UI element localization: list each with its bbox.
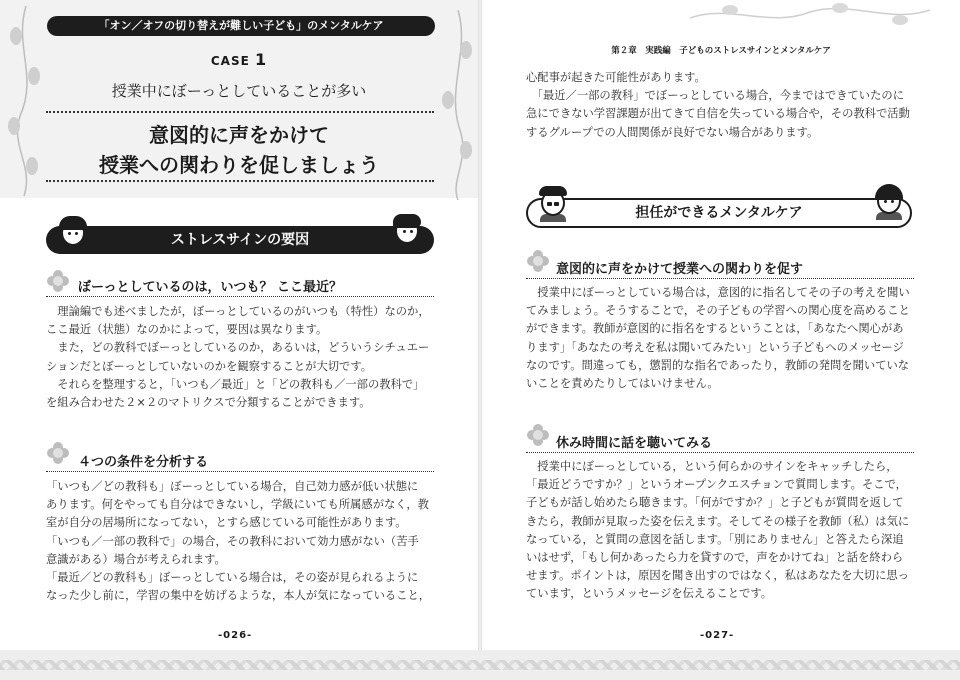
section1-body — [46, 303, 442, 412]
flower-icon — [47, 270, 69, 292]
divider-bottom — [46, 180, 434, 182]
intro-line: 「最近／一部の教科」でぼーっとしている場合，今まではできていたのに — [526, 89, 904, 103]
section2-line: 室が自分の居場所になってない，とすら感じている可能性があります。 — [46, 516, 407, 530]
flower-icon — [47, 442, 69, 464]
section2-underline — [46, 471, 434, 472]
page-number-right: -027- — [700, 630, 735, 641]
right-section1-line: ります」「あなたの考えを私は聞いてみたい」という子どもへのメッセージ — [526, 340, 904, 354]
right-section1-heading: 意図的に声をかけて授業への関わりを促す — [556, 262, 804, 277]
section2-line: あります。何をやっても自分はできないし，学級にいても所属感がなく，教 — [46, 498, 429, 512]
section1-underline — [46, 296, 434, 297]
right-section1-line: ができます。教師が意図的に指名をするということは，「あなたへ関心があ — [526, 322, 904, 336]
divider-top — [46, 111, 434, 113]
footer-pattern — [0, 660, 960, 670]
page-number-left: -026- — [218, 630, 253, 641]
teacher-woman-icon — [874, 184, 904, 218]
right-section1-line: 授業中にぼーっとしている場合は，意図的に指名してその子の考えを聞い — [526, 286, 910, 299]
stress-sign-pill: ストレスサインの要因 — [46, 226, 434, 254]
teacher-man-icon — [538, 186, 568, 220]
right-section2-underline — [526, 452, 914, 453]
section1-line: 理論編でも述べましたが，ぼーっとしているのがいつも（特性）なのか， — [46, 305, 430, 318]
section2-line: 意識がある）場合が考えられます。 — [46, 552, 226, 566]
mental-care-pill: 担任ができるメンタルケア — [526, 198, 912, 228]
section2-body — [46, 478, 442, 605]
case-title — [0, 120, 478, 180]
case-number: 1 — [254, 50, 268, 69]
right-section1-line: いことを責めたりしてはいけません。 — [526, 377, 719, 391]
section1-heading: ぼーっとしているのは，いつも？ ここ最近？ — [78, 280, 343, 295]
right-section1-underline — [526, 278, 914, 279]
section1-line: ここ最近（状態）なのかによって，要因は異なります。 — [46, 323, 328, 337]
right-section2-line: 授業中にぼーっとしている，という何らかのサインをキャッチしたら， — [526, 460, 898, 473]
right-section2-line: 「最近どうですか？」というオープンクエスチョンで質問します。そこで， — [526, 478, 907, 492]
case-label — [0, 50, 478, 69]
intro-line: するグループでの人間関係が良好でない場合があります。 — [526, 125, 819, 139]
right-section2-line: いはせず，「もし何かあったら力を貸すので，声をかけてね」と話を終わら — [526, 551, 904, 565]
right-section2-line: せます。ポイントは，原因を聞き出すのではなく，私はあなたを大切に思っ — [526, 569, 909, 583]
section1-line: それらを整理すると，「いつも／最近」と「どの教科も／一部の教科で」 — [46, 377, 425, 391]
right-section1-line: てみましょう。そうすることで，その子どもの学習への関心度を高めること — [526, 304, 910, 318]
case-label-text: CASE — [210, 54, 250, 68]
case-title-line1: 意図的に声をかけて — [149, 123, 329, 147]
right-section1-line: なのです。間違っても，懲罰的な指名であったり，教師の発問を聞いていな — [526, 358, 910, 372]
intro-body — [526, 69, 926, 142]
running-head: 第２章 実践編 子どものストレスサインとメンタルケア — [611, 46, 831, 56]
series-banner: 「オン／オフの切り替えが難しい子ども」のメンタルケア — [47, 16, 435, 36]
right-section2-body — [526, 458, 926, 604]
section2-heading: ４つの条件を分析する — [78, 455, 209, 470]
flower-icon — [527, 250, 549, 272]
intro-line: 心配事が起きた可能性があります。 — [526, 71, 706, 84]
right-section2-line: きたら，教師が見取った姿を伝えます。そしてその様子を教師（私）は気に — [526, 514, 910, 528]
child-face-right-icon — [392, 214, 422, 248]
right-section2-heading: 休み時間に話を聴いてみる — [556, 436, 713, 451]
right-section2-line: 子どもが話し始めたら聴きます。「何がですか？」と子どもが質問を返して — [526, 496, 904, 510]
section2-line: 「最近／どの教科も」ぼーっとしている場合は，その姿が見られるように — [46, 571, 419, 585]
section1-line: を組み合わせた２×２のマトリクスで分類することができます。 — [46, 396, 371, 410]
section2-line: 「いつも／どの教科も」ぼーっとしている場合，自己効力感が低い状態に — [46, 480, 419, 493]
left-page — [0, 0, 478, 650]
intro-line: 急にできない学習課題が出てきて自信を失っている場合や，その教科で活動 — [526, 107, 910, 121]
footer-band — [0, 650, 960, 680]
case-title-line2: 授業への関わりを促しましょう — [99, 153, 379, 177]
section1-line: また，どの教科でぼーっとしているのか，あるいは，どういうシチュエー — [46, 341, 430, 355]
section2-line: なった少し前に，学習の集中を妨げるような，本人が気になっていること， — [46, 589, 431, 603]
case-subtitle: 授業中にぼーっとしていることが多い — [111, 82, 367, 100]
child-face-left-icon — [58, 216, 88, 250]
vine-decoration-top-right-icon — [690, 0, 930, 30]
flower-icon — [527, 424, 549, 446]
section2-line: 「いつも／一部の教科で」の場合，その教科において効力感がない（苦手 — [46, 534, 419, 548]
right-section2-line: ています，というメッセージを伝えることです。 — [526, 587, 773, 601]
section1-line: ションだとぼーっとしていないのかを観察することが大切です。 — [46, 359, 373, 373]
right-section1-body — [526, 284, 926, 393]
right-section2-line: なっている，と質問の意図を話します。「別にありません」と答えたら深追 — [526, 532, 904, 546]
